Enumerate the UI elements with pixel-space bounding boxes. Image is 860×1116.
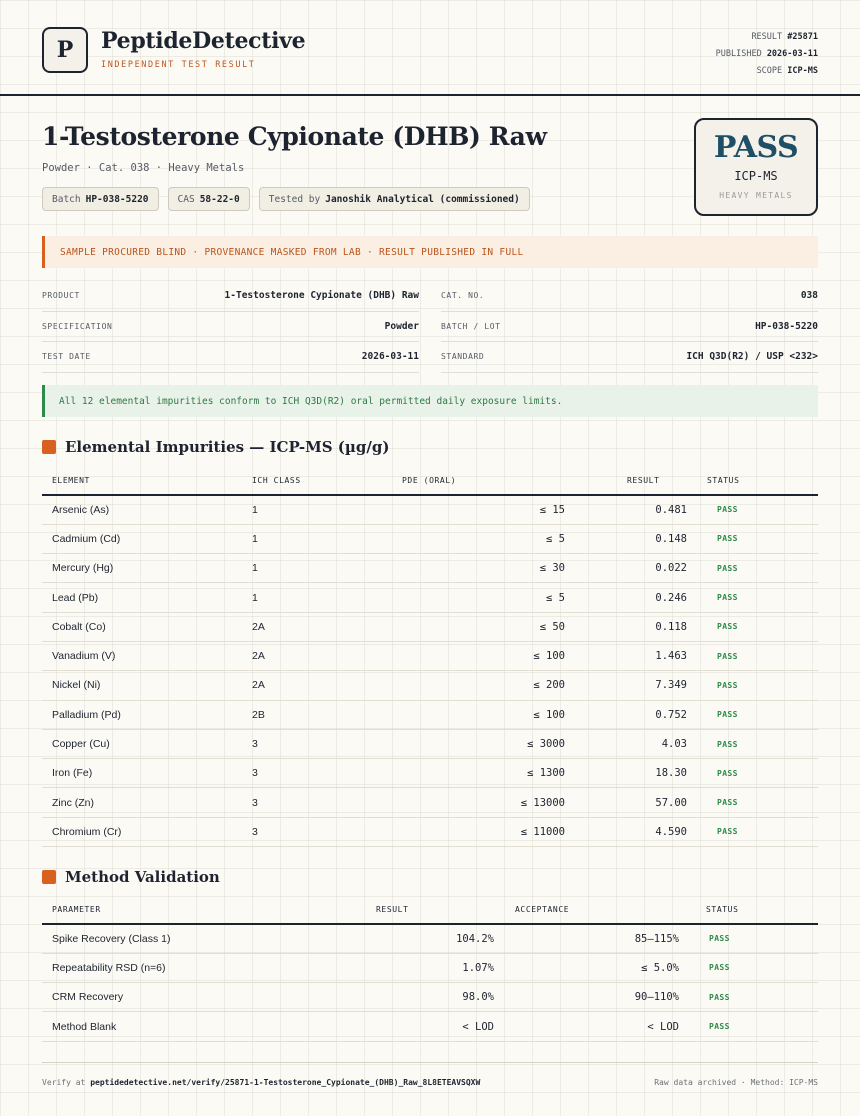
- brand-tagline: INDEPENDENT TEST RESULT: [101, 60, 256, 70]
- element-name: Arsenic (As): [42, 495, 242, 524]
- impurity-row: [42, 612, 818, 641]
- impurity-row: [42, 495, 818, 524]
- ich-class: 1: [242, 583, 372, 612]
- report-footer: [42, 1062, 818, 1102]
- element-name: Mercury (Hg): [42, 554, 242, 583]
- pde-limit: ≤ 11000: [372, 817, 575, 846]
- result-value: 0.148: [575, 524, 697, 553]
- element-name: Nickel (Ni): [42, 671, 242, 700]
- info-cat-no: CAT. NO. 038: [441, 281, 818, 312]
- status-badge: PASS: [697, 671, 818, 700]
- col-header-parameter: PARAMETER: [42, 896, 352, 924]
- product-info-grid: [42, 281, 818, 373]
- validation-row: [42, 953, 818, 982]
- validation-header-row: [42, 896, 818, 924]
- ich-class: 3: [242, 788, 372, 817]
- element-name: Vanadium (V): [42, 641, 242, 670]
- info-test-date: TEST DATE 2026-03-11: [42, 342, 419, 373]
- element-name: Cobalt (Co): [42, 612, 242, 641]
- impurity-row: [42, 788, 818, 817]
- impurity-row: [42, 583, 818, 612]
- ich-class: 2B: [242, 700, 372, 729]
- impurity-row: [42, 729, 818, 758]
- pde-limit: ≤ 1300: [372, 759, 575, 788]
- pde-limit: ≤ 200: [372, 671, 575, 700]
- result-value: 0.752: [575, 700, 697, 729]
- element-name: Lead (Pb): [42, 583, 242, 612]
- element-name: Zinc (Zn): [42, 788, 242, 817]
- col-header-val-status: STATUS: [689, 896, 818, 924]
- result-value: 0.022: [575, 554, 697, 583]
- impurity-row: [42, 524, 818, 553]
- status-badge: PASS: [697, 788, 818, 817]
- impurity-row: [42, 554, 818, 583]
- validation-row: [42, 924, 818, 953]
- element-name: Palladium (Pd): [42, 700, 242, 729]
- parameter-name: CRM Recovery: [42, 983, 352, 1012]
- validation-section-title: Method Validation: [65, 868, 220, 886]
- parameter-name: Spike Recovery (Class 1): [42, 924, 352, 953]
- col-header-result: RESULT: [575, 467, 697, 495]
- col-header-pde: PDE (ORAL): [372, 467, 575, 495]
- info-batch-lot: BATCH / LOT HP-038-5220: [441, 312, 818, 343]
- status-badge: PASS: [697, 495, 818, 524]
- col-header-acceptance: ACCEPTANCE: [504, 896, 689, 924]
- cas-chip: CAS 58-22-0: [168, 187, 250, 211]
- col-header-val-result: RESULT: [352, 896, 504, 924]
- section-marker-icon: [42, 440, 56, 454]
- result-value: 4.590: [575, 817, 697, 846]
- element-name: Chromium (Cr): [42, 817, 242, 846]
- blind-procurement-banner: SAMPLE PROCURED BLIND · PROVENANCE MASKED FROM LAB · RESULT PUBLISHED IN FULL: [42, 236, 818, 268]
- element-name: Cadmium (Cd): [42, 524, 242, 553]
- scope-line: SCOPE ICP-MS: [756, 66, 818, 76]
- status-badge: PASS: [697, 817, 818, 846]
- verdict-result: PASS: [713, 130, 799, 165]
- brand-name: PeptideDetective: [101, 28, 306, 54]
- pde-limit: ≤ 50: [372, 612, 575, 641]
- result-value: 7.349: [575, 671, 697, 700]
- product-subtitle: Powder · Cat. 038 · Heavy Metals: [42, 162, 245, 174]
- col-header-status: STATUS: [697, 467, 818, 495]
- validation-table: [42, 896, 818, 1042]
- conformance-note: All 12 elemental impurities conform to ICH Q3D(R2) oral permitted daily exposure limits.: [42, 385, 818, 417]
- status-badge: PASS: [689, 924, 818, 953]
- result-value: 0.246: [575, 583, 697, 612]
- ich-class: 1: [242, 554, 372, 583]
- pde-limit: ≤ 3000: [372, 729, 575, 758]
- ich-class: 3: [242, 759, 372, 788]
- verdict-card: [694, 118, 818, 216]
- col-header-element: ELEMENT: [42, 467, 242, 495]
- report-header: [0, 0, 860, 96]
- status-badge: PASS: [697, 583, 818, 612]
- impurity-row: [42, 641, 818, 670]
- status-badge: PASS: [697, 759, 818, 788]
- impurities-header-row: [42, 467, 818, 495]
- impurity-row: [42, 759, 818, 788]
- product-chips: [42, 187, 530, 211]
- archive-note: Raw data archived · Method: ICP-MS: [654, 1078, 818, 1087]
- ich-class: 3: [242, 729, 372, 758]
- status-badge: PASS: [697, 700, 818, 729]
- pde-limit: ≤ 100: [372, 641, 575, 670]
- ich-class: 1: [242, 524, 372, 553]
- result-value: 18.30: [575, 759, 697, 788]
- pde-limit: ≤ 30: [372, 554, 575, 583]
- ich-class: 2A: [242, 671, 372, 700]
- status-badge: PASS: [697, 612, 818, 641]
- product-title: 1-Testosterone Cypionate (DHB) Raw: [42, 122, 547, 151]
- result-value: 1.463: [575, 641, 697, 670]
- pde-limit: ≤ 100: [372, 700, 575, 729]
- verdict-scope: HEAVY METALS: [719, 191, 793, 200]
- acceptance-range: 90–110%: [504, 983, 689, 1012]
- element-name: Copper (Cu): [42, 729, 242, 758]
- impurity-row: [42, 817, 818, 846]
- brand-logo: P: [42, 27, 88, 73]
- ich-class: 2A: [242, 641, 372, 670]
- validation-section-header: [42, 868, 220, 886]
- verify-link[interactable]: peptidedetective.net/verify/25871-1-Testosterone_Cypionate_(DHB)_Raw_8L8ETEAVSQXW: [90, 1078, 481, 1087]
- ich-class: 3: [242, 817, 372, 846]
- status-badge: PASS: [697, 554, 818, 583]
- pde-limit: ≤ 15: [372, 495, 575, 524]
- result-value: 4.03: [575, 729, 697, 758]
- parameter-name: Repeatability RSD (n=6): [42, 953, 352, 982]
- info-specification: SPECIFICATION Powder: [42, 312, 419, 343]
- validation-row: [42, 983, 818, 1012]
- status-badge: PASS: [689, 983, 818, 1012]
- verify-line: Verify at peptidedetective.net/verify/25871-1-Testosterone_Cypionate_(DHB)_Raw_8L8ETEAVSQXW: [42, 1078, 481, 1087]
- validation-result: 98.0%: [352, 983, 504, 1012]
- status-badge: PASS: [697, 729, 818, 758]
- validation-result: < LOD: [352, 1012, 504, 1041]
- tested-by-chip: Tested by Janoshik Analytical (commissioned): [259, 187, 530, 211]
- info-standard: STANDARD ICH Q3D(R2) / USP <232>: [441, 342, 818, 373]
- impurity-row: [42, 671, 818, 700]
- col-header-ich-class: ICH CLASS: [242, 467, 372, 495]
- result-value: 0.118: [575, 612, 697, 641]
- impurity-row: [42, 700, 818, 729]
- batch-chip: Batch HP-038-5220: [42, 187, 159, 211]
- pde-limit: ≤ 13000: [372, 788, 575, 817]
- element-name: Iron (Fe): [42, 759, 242, 788]
- acceptance-range: < LOD: [504, 1012, 689, 1041]
- impurities-table: [42, 467, 818, 847]
- status-badge: PASS: [689, 953, 818, 982]
- ich-class: 1: [242, 495, 372, 524]
- result-value: 57.00: [575, 788, 697, 817]
- status-badge: PASS: [697, 641, 818, 670]
- validation-result: 1.07%: [352, 953, 504, 982]
- ich-class: 2A: [242, 612, 372, 641]
- acceptance-range: ≤ 5.0%: [504, 953, 689, 982]
- result-id-line: RESULT #25871: [751, 32, 818, 42]
- report-meta: [716, 29, 818, 80]
- verdict-method: ICP-MS: [734, 169, 778, 183]
- parameter-name: Method Blank: [42, 1012, 352, 1041]
- pde-limit: ≤ 5: [372, 583, 575, 612]
- section-marker-icon: [42, 870, 56, 884]
- impurities-section-title: Elemental Impurities — ICP-MS (µg/g): [65, 438, 390, 456]
- status-badge: PASS: [689, 1012, 818, 1041]
- published-line: PUBLISHED 2026-03-11: [715, 49, 818, 59]
- info-product: PRODUCT 1-Testosterone Cypionate (DHB) Raw: [42, 281, 419, 312]
- acceptance-range: 85–115%: [504, 924, 689, 953]
- pde-limit: ≤ 5: [372, 524, 575, 553]
- validation-result: 104.2%: [352, 924, 504, 953]
- validation-row: [42, 1012, 818, 1041]
- impurities-section-header: [42, 438, 389, 456]
- result-value: 0.481: [575, 495, 697, 524]
- status-badge: PASS: [697, 524, 818, 553]
